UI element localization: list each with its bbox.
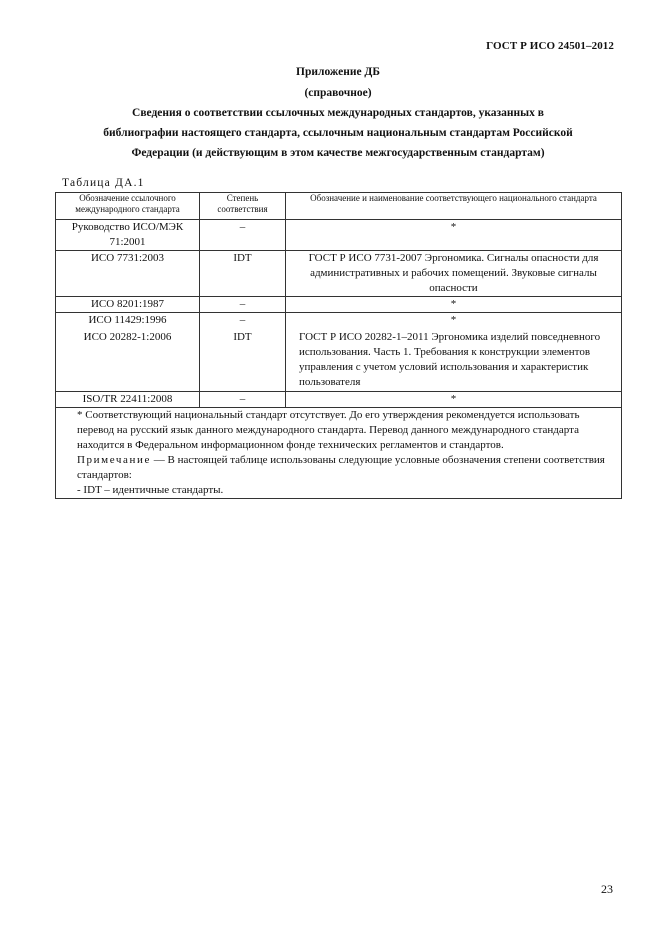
table-label: Таблица ДА.1 bbox=[62, 177, 145, 189]
cell-standard: ИСО 7731:2003 bbox=[56, 251, 200, 297]
cell-degree: – bbox=[200, 297, 286, 313]
cell-standard: Руководство ИСО/МЭК 71:2001 bbox=[56, 220, 200, 251]
table-row bbox=[56, 297, 622, 313]
description-line-1: Сведения о соответствии ссылочных международных стандартов, указанных в bbox=[132, 107, 544, 119]
page-number: 23 bbox=[601, 882, 613, 896]
footnote-note bbox=[59, 453, 618, 483]
cell-standard: ИСО 8201:1987 bbox=[56, 297, 200, 313]
note-text: — В настоящей таблице использованы следующие условные обозначения степени соответствия стандартов: bbox=[77, 454, 605, 481]
table-header-row bbox=[56, 193, 622, 220]
description-line-3: Федерации (и действующим в этом качестве межгосударственным стандартам) bbox=[131, 147, 545, 159]
cell-degree: IDT bbox=[200, 251, 286, 297]
table-row bbox=[56, 220, 622, 251]
table-footnotes bbox=[56, 408, 622, 499]
footnote-idt: - IDT – идентичные стандарты. bbox=[77, 484, 224, 496]
appendix-description bbox=[55, 103, 621, 163]
footnote-star: * Соответствующий национальный стандарт отсутствует. До его утверждения рекомендуется использовать перевод на русский язык данного международного стандарта. Перевод данного международного стандарта находится в Федеральном информационном фонде технических регламентов и стандартов. bbox=[77, 409, 580, 451]
cell-national: ГОСТ Р ИСО 20282-1–2011 Эргономика изделий повседневного использования. Часть 1. Требования к конструкции элементов управления с учетом условий использования и характеристик пользователя bbox=[299, 331, 601, 388]
table-row-merged bbox=[56, 313, 622, 392]
cell-national: * bbox=[286, 297, 622, 313]
header-international-standard: Обозначение ссылочного международного стандарта bbox=[56, 193, 200, 220]
cell-standard: ИСО 20282-1:2006 bbox=[83, 331, 172, 343]
document-code: ГОСТ Р ИСО 24501–2012 bbox=[486, 40, 614, 52]
cell-national: * bbox=[286, 220, 622, 251]
cell-standard-merged bbox=[56, 313, 200, 392]
cell-degree: – bbox=[239, 314, 246, 326]
table-row bbox=[56, 251, 622, 297]
note-label: Примечание bbox=[77, 454, 151, 466]
cell-degree-merged bbox=[200, 313, 286, 392]
header-degree: Степень соответствия bbox=[200, 193, 286, 220]
cell-national: ГОСТ Р ИСО 7731-2007 Эргономика. Сигналы опасности для административных и рабочих помещений. Звуковые сигналы опасности bbox=[286, 251, 622, 297]
correspondence-table bbox=[55, 192, 622, 499]
appendix-title: Приложение ДБ bbox=[296, 66, 380, 78]
cell-national: * bbox=[450, 314, 457, 326]
cell-degree: – bbox=[200, 220, 286, 251]
cell-degree: IDT bbox=[233, 331, 252, 343]
table-row bbox=[56, 392, 622, 408]
cell-national-merged bbox=[286, 313, 622, 392]
header-national-standard: Обозначение и наименование соответствующего национального стандарта bbox=[286, 193, 622, 220]
table-footnote-row bbox=[56, 408, 622, 499]
cell-standard: ИСО 11429:1996 bbox=[88, 314, 167, 326]
description-line-2: библиографии настоящего стандарта, ссылочным национальным стандартам Российской bbox=[103, 127, 573, 139]
cell-degree: – bbox=[200, 392, 286, 408]
cell-standard: ISO/TR 22411:2008 bbox=[56, 392, 200, 408]
cell-national: * bbox=[286, 392, 622, 408]
appendix-subtitle: (справочное) bbox=[304, 87, 372, 99]
